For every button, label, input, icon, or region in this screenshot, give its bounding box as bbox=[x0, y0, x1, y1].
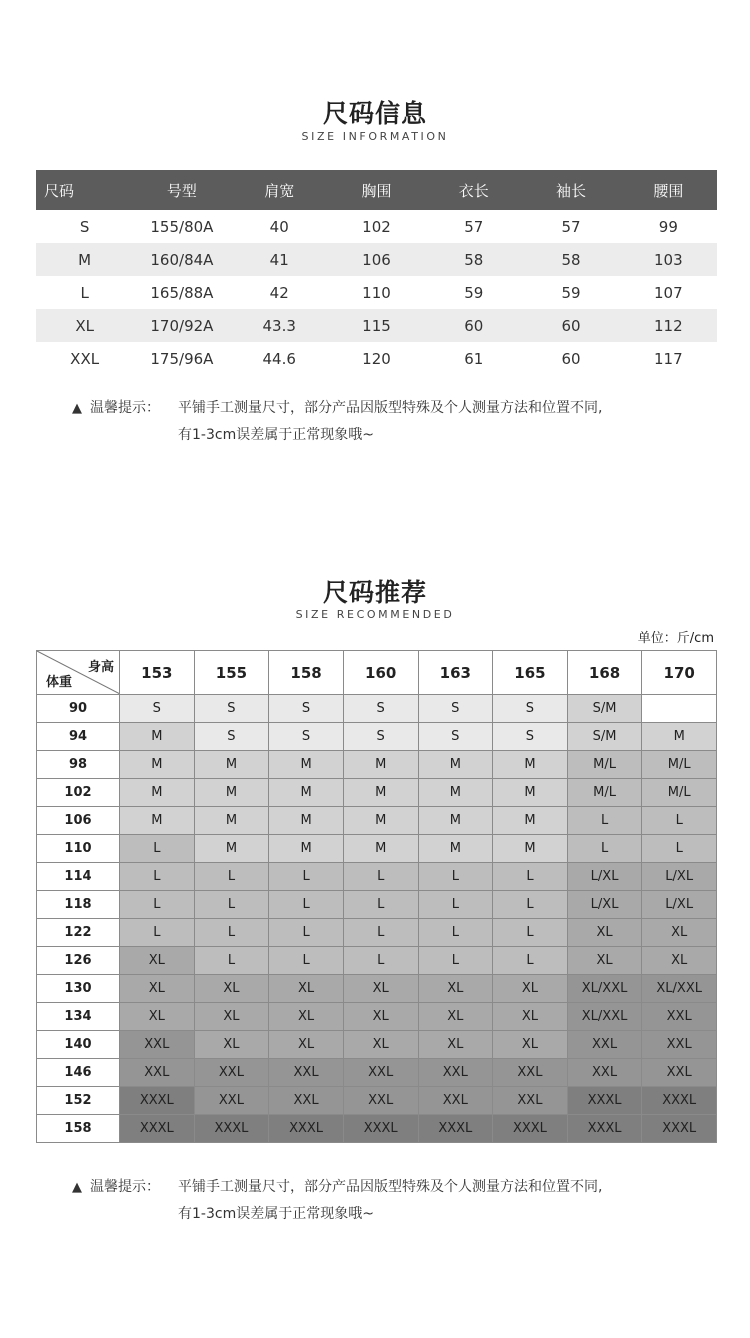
size-cell: M bbox=[493, 807, 568, 835]
size-cell: S bbox=[343, 695, 418, 723]
size-cell: M bbox=[194, 835, 269, 863]
size-cell: S bbox=[418, 695, 493, 723]
table-cell: 60 bbox=[561, 349, 581, 368]
weight-label: 122 bbox=[37, 919, 120, 947]
size-cell: XXXL bbox=[567, 1087, 642, 1115]
size-cell: XXL bbox=[120, 1059, 195, 1087]
weight-label: 102 bbox=[37, 779, 120, 807]
size-cell: XL bbox=[567, 947, 642, 975]
size-cell: XL bbox=[642, 919, 717, 947]
size-cell bbox=[642, 695, 717, 723]
size-info-table bbox=[36, 170, 717, 375]
size-cell: M bbox=[120, 779, 195, 807]
table-cell: 44.6 bbox=[262, 349, 296, 368]
table-row bbox=[37, 863, 717, 891]
size-cell: M bbox=[194, 751, 269, 779]
table-cell: 57 bbox=[561, 217, 581, 236]
weight-label: 114 bbox=[37, 863, 120, 891]
size-cell: XXL bbox=[642, 1003, 717, 1031]
column-header: 衣长 bbox=[425, 170, 522, 210]
size-cell: XL bbox=[493, 1003, 568, 1031]
size-cell: L bbox=[120, 835, 195, 863]
table-cell: 170/92A bbox=[133, 309, 230, 342]
notice-2 bbox=[72, 1174, 732, 1228]
size-cell: L bbox=[493, 863, 568, 891]
table-cell: 106 bbox=[328, 243, 425, 276]
size-cell: L bbox=[120, 891, 195, 919]
size-cell: L bbox=[642, 807, 717, 835]
size-cell: L bbox=[343, 891, 418, 919]
height-header: 158 bbox=[269, 651, 344, 695]
table-cell: 41 bbox=[231, 243, 328, 276]
table-cell: 58 bbox=[522, 243, 619, 276]
table-cell: 43.3 bbox=[231, 309, 328, 342]
size-cell: M bbox=[269, 779, 344, 807]
size-cell: XXL bbox=[567, 1059, 642, 1087]
table-cell: 103 bbox=[620, 243, 717, 276]
weight-label: 126 bbox=[37, 947, 120, 975]
table-cell: 175/96A bbox=[150, 349, 214, 368]
size-cell: XXXL bbox=[493, 1115, 568, 1143]
table-row bbox=[37, 947, 717, 975]
table-cell: 40 bbox=[269, 217, 289, 236]
size-cell: M bbox=[418, 835, 493, 863]
size-cell: XXXL bbox=[120, 1087, 195, 1115]
size-cell: L bbox=[493, 919, 568, 947]
table-cell: 102 bbox=[362, 217, 391, 236]
table-row bbox=[36, 243, 717, 276]
size-cell: S bbox=[120, 695, 195, 723]
column-header: 肩宽 bbox=[231, 170, 328, 210]
size-cell: XL bbox=[343, 1031, 418, 1059]
size-cell: S bbox=[269, 723, 344, 751]
table-cell: 99 bbox=[658, 217, 678, 236]
size-cell: XXL bbox=[642, 1059, 717, 1087]
size-cell: XL bbox=[269, 975, 344, 1003]
weight-label: 146 bbox=[37, 1059, 120, 1087]
size-cell: XXL bbox=[567, 1031, 642, 1059]
weight-label: 140 bbox=[37, 1031, 120, 1059]
size-cell: XL/XXL bbox=[567, 1003, 642, 1031]
corner-weight-label: 体重 bbox=[46, 675, 73, 690]
size-cell: L bbox=[194, 947, 269, 975]
size-rec-subtitle: SIZE RECOMMENDED bbox=[295, 608, 455, 621]
height-header: 163 bbox=[418, 651, 493, 695]
table-cell: 60 bbox=[522, 309, 619, 342]
table-cell: 112 bbox=[620, 309, 717, 342]
size-cell: M bbox=[120, 723, 195, 751]
size-cell: S bbox=[194, 695, 269, 723]
size-cell: L bbox=[642, 835, 717, 863]
table-cell: 59 bbox=[561, 283, 581, 302]
size-cell: XXL bbox=[418, 1059, 493, 1087]
size-cell: XL bbox=[194, 975, 269, 1003]
table-row bbox=[37, 751, 717, 779]
notice-line-1: 平铺手工测量尺寸，部分产品因版型特殊及个人测量方法和位置不同, bbox=[178, 1179, 603, 1195]
size-cell: XL bbox=[493, 975, 568, 1003]
weight-label: 98 bbox=[37, 751, 120, 779]
size-cell: XXL bbox=[642, 1031, 717, 1059]
size-cell: L/XL bbox=[567, 891, 642, 919]
size-cell: L bbox=[269, 947, 344, 975]
table-row bbox=[36, 342, 717, 375]
table-cell: 120 bbox=[362, 349, 391, 368]
size-cell: M/L bbox=[567, 779, 642, 807]
table-cell: 60 bbox=[425, 309, 522, 342]
size-cell: L bbox=[194, 891, 269, 919]
size-cell: L/XL bbox=[642, 863, 717, 891]
size-cell: L bbox=[120, 919, 195, 947]
weight-label: 118 bbox=[37, 891, 120, 919]
corner-height-label: 身高 bbox=[87, 660, 114, 675]
notice-line-2: 有1-3cm误差属于正常现象哦~ bbox=[178, 1206, 374, 1222]
size-cell: XL bbox=[418, 975, 493, 1003]
table-row bbox=[37, 1087, 717, 1115]
size-info-subtitle: SIZE INFORMATION bbox=[301, 130, 449, 143]
height-header: 160 bbox=[343, 651, 418, 695]
table-row bbox=[37, 779, 717, 807]
size-cell: S bbox=[493, 723, 568, 751]
size-cell: M bbox=[343, 807, 418, 835]
table-row bbox=[37, 1059, 717, 1087]
weight-label: 152 bbox=[37, 1087, 120, 1115]
notice-line-1: 平铺手工测量尺寸，部分产品因版型特殊及个人测量方法和位置不同, bbox=[178, 400, 603, 416]
warning-icon: ▲ bbox=[72, 401, 82, 416]
size-cell: XL bbox=[642, 947, 717, 975]
corner-cell bbox=[37, 651, 120, 695]
size-cell: XXL bbox=[194, 1087, 269, 1115]
size-cell: XL bbox=[418, 1031, 493, 1059]
table-cell: XL bbox=[36, 309, 133, 342]
size-cell: S bbox=[418, 723, 493, 751]
size-cell: XXL bbox=[343, 1059, 418, 1087]
weight-label: 94 bbox=[37, 723, 120, 751]
size-cell: S bbox=[343, 723, 418, 751]
size-cell: L bbox=[493, 891, 568, 919]
size-cell: XXL bbox=[493, 1087, 568, 1115]
size-cell: XXXL bbox=[269, 1115, 344, 1143]
size-cell: L bbox=[343, 919, 418, 947]
notice-line-2: 有1-3cm误差属于正常现象哦~ bbox=[178, 427, 374, 443]
table-cell: XXL bbox=[70, 349, 100, 368]
size-info-title: 尺码信息 bbox=[322, 99, 427, 128]
table-row bbox=[37, 975, 717, 1003]
table-row bbox=[37, 1003, 717, 1031]
weight-label: 106 bbox=[37, 807, 120, 835]
size-cell: XL bbox=[567, 919, 642, 947]
size-cell: L bbox=[418, 891, 493, 919]
table-cell: L bbox=[80, 283, 89, 302]
column-header: 尺码 bbox=[36, 170, 133, 210]
size-cell: XL/XXL bbox=[567, 975, 642, 1003]
table-cell: 110 bbox=[362, 283, 391, 302]
size-cell: XXXL bbox=[642, 1087, 717, 1115]
size-cell: XXL bbox=[418, 1087, 493, 1115]
table-cell: M bbox=[36, 243, 133, 276]
table-row bbox=[37, 891, 717, 919]
notice-label: 温馨提示： bbox=[90, 1179, 160, 1195]
height-header: 165 bbox=[493, 651, 568, 695]
height-header: 153 bbox=[120, 651, 195, 695]
size-cell: L bbox=[120, 863, 195, 891]
table-cell: 160/84A bbox=[133, 243, 230, 276]
table-cell: 61 bbox=[464, 349, 484, 368]
table-row bbox=[37, 1115, 717, 1143]
size-cell: XXXL bbox=[194, 1115, 269, 1143]
column-header: 袖长 bbox=[522, 170, 619, 210]
size-cell: XXXL bbox=[418, 1115, 493, 1143]
size-cell: S bbox=[194, 723, 269, 751]
size-cell: L bbox=[493, 947, 568, 975]
size-cell: M bbox=[642, 723, 717, 751]
size-cell: M bbox=[493, 835, 568, 863]
table-cell: 42 bbox=[269, 283, 289, 302]
column-header: 胸围 bbox=[328, 170, 425, 210]
size-cell: XXL bbox=[269, 1087, 344, 1115]
table-row bbox=[37, 835, 717, 863]
size-cell: XL bbox=[269, 1031, 344, 1059]
table-cell: S bbox=[79, 217, 90, 236]
size-cell: L bbox=[418, 863, 493, 891]
size-cell: XXL bbox=[269, 1059, 344, 1087]
table-row bbox=[36, 210, 717, 243]
table-cell: 115 bbox=[328, 309, 425, 342]
weight-label: 158 bbox=[37, 1115, 120, 1143]
size-cell: M bbox=[418, 807, 493, 835]
size-rec-table bbox=[36, 650, 717, 1143]
column-header: 号型 bbox=[133, 170, 230, 210]
table-cell: 107 bbox=[654, 283, 683, 302]
table-cell: 155/80A bbox=[150, 217, 214, 236]
table-row bbox=[37, 1031, 717, 1059]
size-cell: M/L bbox=[642, 779, 717, 807]
size-cell: XL bbox=[120, 975, 195, 1003]
size-cell: L bbox=[418, 947, 493, 975]
table-cell: 165/88A bbox=[150, 283, 214, 302]
size-cell: L bbox=[194, 919, 269, 947]
size-cell: L bbox=[567, 807, 642, 835]
size-cell: M bbox=[194, 807, 269, 835]
size-rec-title: 尺码推荐 bbox=[322, 578, 427, 607]
size-cell: M bbox=[269, 807, 344, 835]
table-row bbox=[37, 723, 717, 751]
warning-icon: ▲ bbox=[72, 1180, 82, 1195]
size-cell: M bbox=[343, 835, 418, 863]
size-cell: XL bbox=[418, 1003, 493, 1031]
height-header: 170 bbox=[642, 651, 717, 695]
table-cell: 59 bbox=[464, 283, 484, 302]
table-cell: 58 bbox=[425, 243, 522, 276]
size-cell: XXL bbox=[120, 1031, 195, 1059]
size-cell: L bbox=[343, 863, 418, 891]
size-cell: XXXL bbox=[567, 1115, 642, 1143]
size-cell: L bbox=[343, 947, 418, 975]
size-cell: XXL bbox=[194, 1059, 269, 1087]
size-cell: M bbox=[493, 779, 568, 807]
table-row bbox=[36, 309, 717, 342]
size-cell: XL bbox=[120, 1003, 195, 1031]
size-cell: L/XL bbox=[567, 863, 642, 891]
size-cell: XL bbox=[343, 1003, 418, 1031]
size-cell: M/L bbox=[642, 751, 717, 779]
size-cell: L bbox=[269, 919, 344, 947]
size-rec-header-row bbox=[37, 651, 717, 695]
size-cell: L/XL bbox=[642, 891, 717, 919]
size-cell: M bbox=[493, 751, 568, 779]
notice-label: 温馨提示： bbox=[90, 400, 160, 416]
size-cell: XXXL bbox=[642, 1115, 717, 1143]
size-cell: M bbox=[269, 835, 344, 863]
size-cell: XL bbox=[194, 1031, 269, 1059]
size-cell: S/M bbox=[567, 695, 642, 723]
size-cell: S/M bbox=[567, 723, 642, 751]
table-row bbox=[36, 276, 717, 309]
height-header: 155 bbox=[194, 651, 269, 695]
size-cell: M bbox=[120, 751, 195, 779]
size-cell: S bbox=[269, 695, 344, 723]
size-cell: XL bbox=[194, 1003, 269, 1031]
size-cell: L bbox=[418, 919, 493, 947]
table-cell: 117 bbox=[654, 349, 683, 368]
size-cell: XL bbox=[343, 975, 418, 1003]
size-cell: L bbox=[567, 835, 642, 863]
size-cell: XXL bbox=[493, 1059, 568, 1087]
unit-label: 单位：斤/cm bbox=[637, 631, 714, 646]
table-cell: 57 bbox=[464, 217, 484, 236]
size-cell: XXL bbox=[343, 1087, 418, 1115]
size-cell: XL bbox=[269, 1003, 344, 1031]
size-cell: M bbox=[269, 751, 344, 779]
table-row bbox=[37, 919, 717, 947]
weight-label: 90 bbox=[37, 695, 120, 723]
table-row bbox=[37, 695, 717, 723]
size-cell: M/L bbox=[567, 751, 642, 779]
size-cell: S bbox=[493, 695, 568, 723]
weight-label: 110 bbox=[37, 835, 120, 863]
size-cell: M bbox=[194, 779, 269, 807]
size-cell: M bbox=[418, 751, 493, 779]
column-header: 腰围 bbox=[620, 170, 717, 210]
size-cell: M bbox=[418, 779, 493, 807]
size-cell: L bbox=[269, 891, 344, 919]
size-cell: L bbox=[269, 863, 344, 891]
size-cell: XL bbox=[493, 1031, 568, 1059]
size-cell: XXXL bbox=[343, 1115, 418, 1143]
table-row bbox=[37, 807, 717, 835]
weight-label: 130 bbox=[37, 975, 120, 1003]
size-info-header-row bbox=[36, 170, 717, 210]
height-header: 168 bbox=[567, 651, 642, 695]
size-cell: XL/XXL bbox=[642, 975, 717, 1003]
size-cell: M bbox=[120, 807, 195, 835]
size-cell: XXXL bbox=[120, 1115, 195, 1143]
size-cell: XL bbox=[120, 947, 195, 975]
size-cell: M bbox=[343, 779, 418, 807]
weight-label: 134 bbox=[37, 1003, 120, 1031]
size-cell: L bbox=[194, 863, 269, 891]
notice-1 bbox=[72, 395, 732, 449]
size-cell: M bbox=[343, 751, 418, 779]
